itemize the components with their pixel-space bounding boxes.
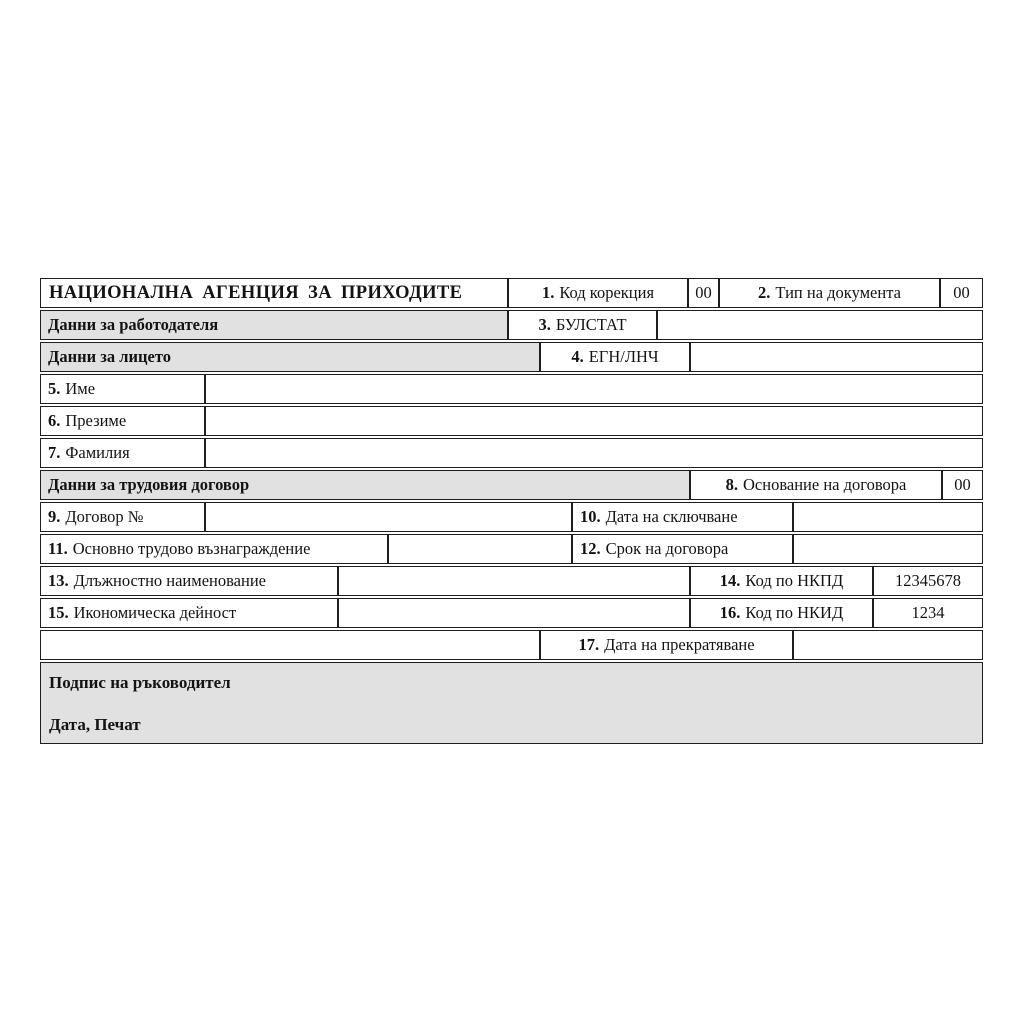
- field-5-ime-label: [40, 374, 205, 404]
- field-3-bulstat-input[interactable]: [657, 310, 983, 340]
- field-8-osnovanie-value[interactable]: 00: [942, 470, 983, 500]
- field-10-data-sklyuchvane-input[interactable]: [793, 502, 983, 532]
- field-number: 6.: [48, 410, 61, 430]
- field-2-tip-dokumenta-label: [719, 278, 940, 308]
- field-2-tip-dokumenta-value[interactable]: 00: [940, 278, 983, 308]
- field-11-vaznagrazhdenie-label: [40, 534, 388, 564]
- field-7-familia-label: [40, 438, 205, 468]
- field-number: 5.: [48, 378, 61, 398]
- field-label: БУЛСТАТ: [555, 314, 627, 334]
- field-number: 2.: [758, 282, 771, 302]
- row-ime: [40, 374, 983, 404]
- agency-title: НАЦИОНАЛНА АГЕНЦИЯ ЗА ПРИХОДИТЕ: [40, 278, 508, 308]
- field-4-egn-label: [540, 342, 690, 372]
- field-label: Име: [65, 378, 96, 398]
- field-10-data-sklyuchvane-label: [572, 502, 793, 532]
- field-12-srok-input[interactable]: [793, 534, 983, 564]
- field-label: Икономическа дейност: [73, 602, 237, 622]
- row-dlazhnost: [40, 566, 983, 596]
- row-employer: [40, 310, 983, 340]
- field-5-ime-input[interactable]: [205, 374, 983, 404]
- field-label: Код корекция: [559, 282, 655, 302]
- section-employer-header: Данни за работодателя: [40, 310, 508, 340]
- field-number: 17.: [578, 634, 600, 654]
- field-label: Срок на договора: [605, 538, 729, 558]
- row-familia: [40, 438, 983, 468]
- field-label: Основание на договора: [743, 474, 907, 494]
- field-number: 13.: [48, 570, 69, 590]
- field-number: 3.: [538, 314, 551, 334]
- field-3-bulstat-label: [508, 310, 657, 340]
- field-15-ikonomicheska-input[interactable]: [338, 598, 690, 628]
- field-14-nkpd-label: [690, 566, 873, 596]
- field-label: Договор №: [65, 506, 144, 526]
- field-label: Код по НКИД: [745, 602, 844, 622]
- field-14-nkpd-value[interactable]: 12345678: [873, 566, 983, 596]
- signature-line-date-stamp: Дата, Печат: [49, 715, 141, 734]
- field-4-egn-input[interactable]: [690, 342, 983, 372]
- field-label: Длъжностно наименование: [73, 570, 266, 590]
- field-8-osnovanie-label: [690, 470, 942, 500]
- nap-employment-contract-form: [40, 278, 983, 744]
- field-17-prekratyavane-input[interactable]: [793, 630, 983, 660]
- field-12-srok-label: [572, 534, 793, 564]
- field-label: Фамилия: [65, 442, 130, 462]
- field-16-nkid-value[interactable]: 1234: [873, 598, 983, 628]
- field-16-nkid-label: [690, 598, 873, 628]
- field-number: 8.: [725, 474, 738, 494]
- signature-line-manager: Подпис на ръководител: [49, 673, 231, 692]
- field-label: Основно трудово възнаграждение: [72, 538, 311, 558]
- field-label: ЕГН/ЛНЧ: [588, 346, 659, 366]
- field-number: 11.: [48, 538, 68, 558]
- row-vaznagrazhdenie: [40, 534, 983, 564]
- field-number: 16.: [719, 602, 741, 622]
- field-7-familia-input[interactable]: [205, 438, 983, 468]
- field-label: Дата на прекратяване: [604, 634, 755, 654]
- section-person-header: Данни за лицето: [40, 342, 540, 372]
- field-label: Презиме: [65, 410, 127, 430]
- field-13-dlazhnost-label: [40, 566, 338, 596]
- field-13-dlazhnost-input[interactable]: [338, 566, 690, 596]
- field-15-ikonomicheska-label: [40, 598, 338, 628]
- section-contract-header: Данни за трудовия договор: [40, 470, 690, 500]
- field-number: 7.: [48, 442, 61, 462]
- row-ikonomicheska: [40, 598, 983, 628]
- signature-block: [40, 662, 983, 744]
- row-prekratyavane: [40, 630, 983, 660]
- row-prezime: [40, 406, 983, 436]
- field-1-kod-korekcia-value[interactable]: 00: [688, 278, 719, 308]
- field-9-dogovor-label: [40, 502, 205, 532]
- field-number: 4.: [571, 346, 584, 366]
- field-6-prezime-input[interactable]: [205, 406, 983, 436]
- field-17-prekratyavane-label: [540, 630, 793, 660]
- field-6-prezime-label: [40, 406, 205, 436]
- row-contract: [40, 470, 983, 500]
- field-number: 1.: [541, 282, 555, 302]
- field-number: 14.: [719, 570, 741, 590]
- row-header: [40, 278, 983, 308]
- row-person: [40, 342, 983, 372]
- field-11-vaznagrazhdenie-input[interactable]: [388, 534, 572, 564]
- row-signature: [40, 662, 983, 744]
- field-number: 15.: [48, 602, 69, 622]
- field-label: Тип на документа: [775, 282, 901, 302]
- row-dogovor: [40, 502, 983, 532]
- field-9-dogovor-input[interactable]: [205, 502, 572, 532]
- field-number: 12.: [580, 538, 601, 558]
- field-1-kod-korekcia-label: [508, 278, 688, 308]
- field-label: Код по НКПД: [745, 570, 844, 590]
- empty-cell: [40, 630, 540, 660]
- field-number: 9.: [48, 506, 61, 526]
- field-label: Дата на сключване: [605, 506, 738, 526]
- field-number: 10.: [580, 506, 601, 526]
